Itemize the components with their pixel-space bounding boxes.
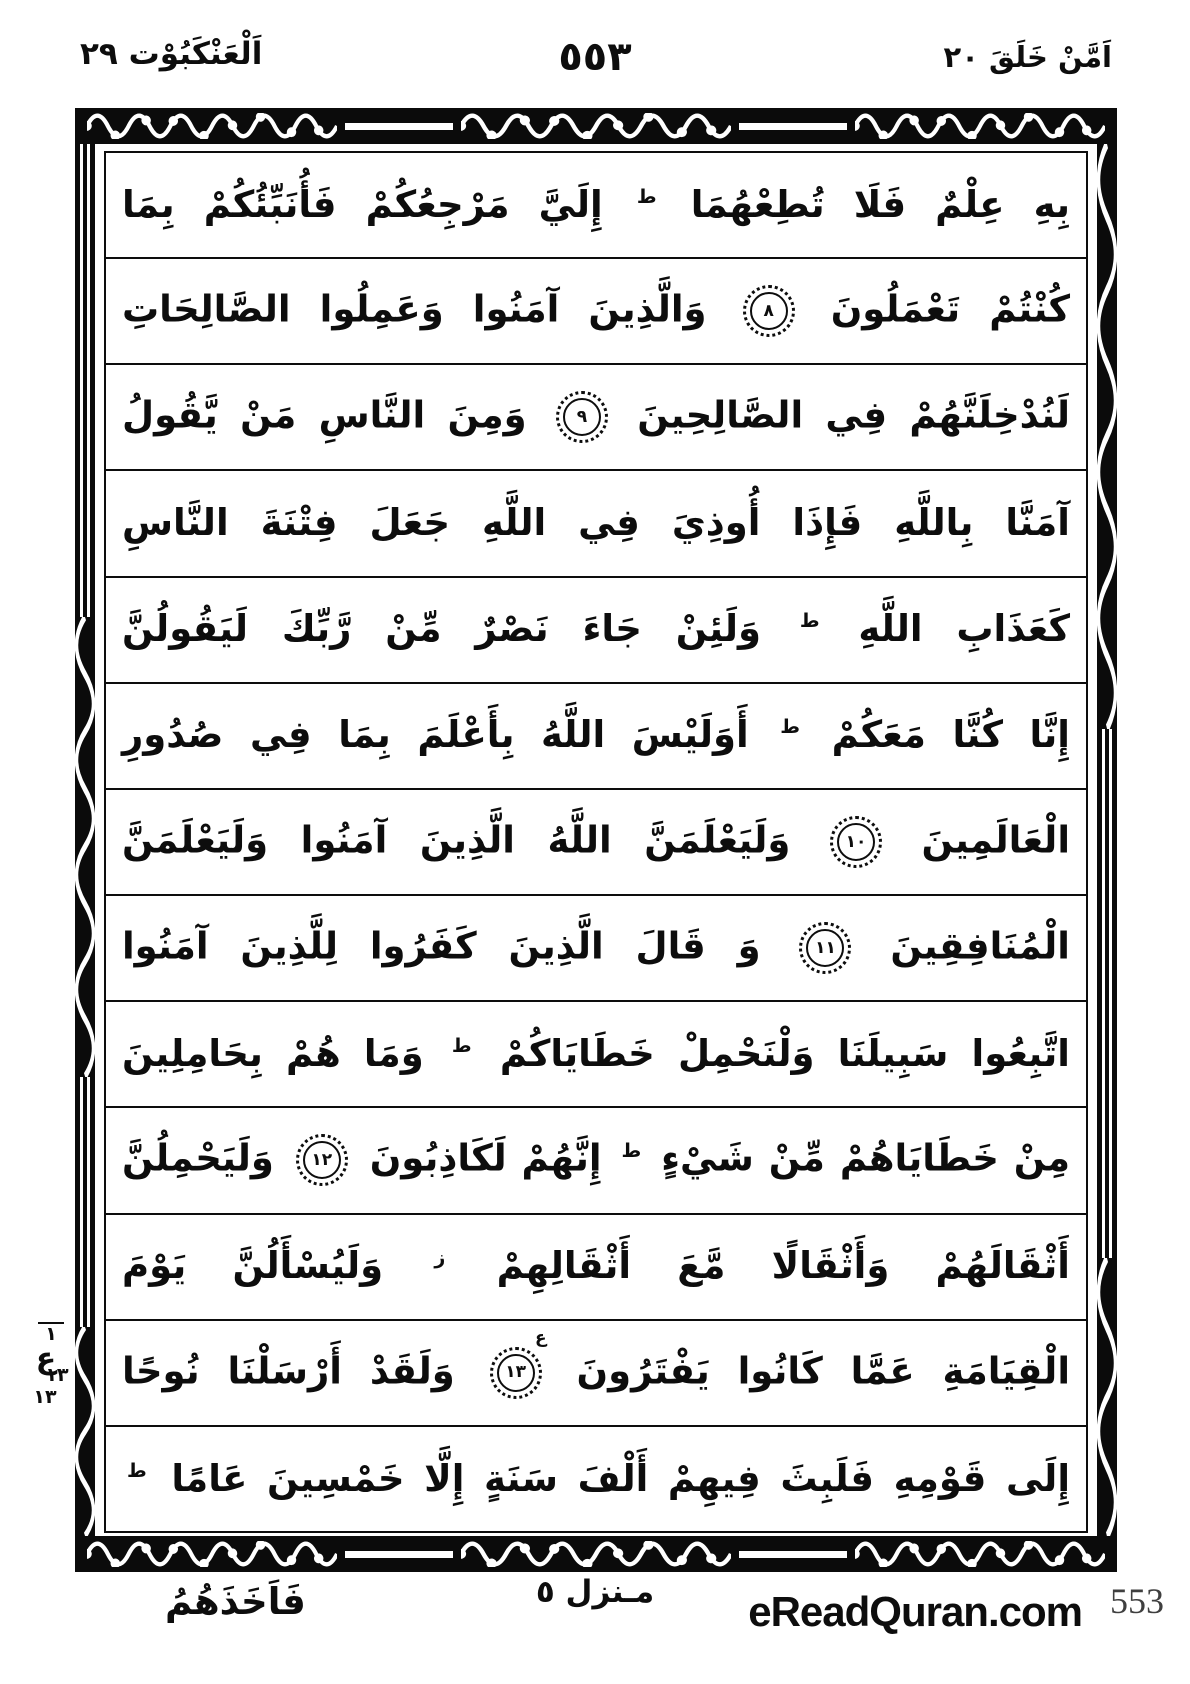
band-divider-line (739, 1551, 847, 1558)
band-divider-line (345, 1551, 453, 1558)
surah-name-header: اَلْعَنْكَبُوْت ٢٩ (80, 36, 263, 72)
quran-line-text (122, 1031, 1070, 1075)
quran-text-segment: وَمَا هُمْ بِحَامِلِينَ (122, 1031, 424, 1075)
quran-line (106, 1002, 1086, 1108)
quran-line-text (122, 1134, 1070, 1186)
quran-line-text (122, 285, 1070, 337)
ornamental-frame (75, 108, 1117, 1572)
ayah-number: ١٣ (497, 1354, 535, 1392)
quran-line-text (122, 816, 1070, 868)
quran-line-text (122, 1244, 1070, 1288)
band-divider-line (345, 123, 453, 130)
watermark-site-name: eReadQuran.com (748, 1588, 1082, 1635)
vine-ornament-icon (75, 617, 95, 1076)
quran-text-segment: آمَنَّا بِاللَّهِ فَإِذَا أُوذِيَ فِي اللَّهِ جَعَلَ فِتْنَةَ النَّاسِ (122, 501, 1070, 545)
ayah-marker (490, 1327, 547, 1399)
ayah-marker (556, 391, 608, 443)
quran-line-text (122, 391, 1070, 443)
ayah-number: ١٢ (303, 1141, 341, 1179)
quran-text-segment: وَلَقَدْ أَرْسَلْنَا نُوحًا (122, 1349, 455, 1393)
vine-ornament-icon (87, 113, 337, 139)
quran-text-segment: اتَّبِعُوا سَبِيلَنَا وَلْنَحْمِلْ خَطَايَاكُمْ (499, 1031, 1070, 1075)
ayah-number: ١١ (806, 929, 844, 967)
quran-text-segment: وَلَئِنْ جَاءَ نَصْرٌ مِّنْ رَّبِّكَ لَيَقُولُنَّ (122, 607, 762, 651)
ayah-number: ١٠ (837, 823, 875, 861)
quran-line (106, 1321, 1086, 1427)
waqf-mark: ط (780, 716, 801, 739)
quran-text-segment: إِلَى قَوْمِهِ فَلَبِثَ فِيهِمْ أَلْفَ سَنَةٍ إِلَّا خَمْسِينَ عَامًا (171, 1456, 1070, 1500)
ayah-marker (296, 1134, 348, 1186)
band-plain-segment (1097, 729, 1117, 1258)
vine-ornament-icon (87, 1541, 337, 1567)
ain-mark: ع (35, 1340, 57, 1376)
quran-line-text (122, 501, 1070, 545)
ayah-number: ٨ (750, 292, 788, 330)
ayah-marker (799, 922, 851, 974)
vine-ornament-icon (75, 1327, 95, 1536)
quran-text-segment: كَعَذَابِ اللَّهِ (858, 607, 1070, 651)
vine-ornament-icon (1097, 144, 1117, 729)
vine-ornament-icon (461, 113, 731, 139)
ruku-end-ain-mark: ع (535, 1327, 547, 1348)
catchword: فَاَخَذَهُمُ (165, 1580, 306, 1623)
quran-line (106, 365, 1086, 471)
quran-text-segment: الْقِيَامَةِ عَمَّا كَانُوا يَفْتَرُونَ (576, 1349, 1071, 1393)
ayah-marker (743, 285, 795, 337)
quran-text-segment: إِنَّا كُنَّا مَعَكُمْ (831, 713, 1070, 757)
vine-ornament-icon (855, 113, 1105, 139)
quran-textbox (104, 151, 1088, 1533)
page-number-arabic: ٥٥٣ (558, 34, 632, 80)
quran-text-segment: إِلَيَّ مَرْجِعُكُمْ فَأُنَبِّئُكُمْ بِمَا (122, 182, 603, 226)
quran-text-segment: وَلَيَعْلَمَنَّ اللَّهُ الَّذِينَ آمَنُوا وَلَيَعْلَمَنَّ (122, 818, 791, 862)
text-area (95, 144, 1097, 1536)
quran-text-segment: وَلَيَحْمِلُنَّ (122, 1136, 274, 1180)
band-plain-segment (75, 1077, 95, 1328)
quran-line (106, 896, 1086, 1002)
quran-line (106, 153, 1086, 259)
quran-line (106, 471, 1086, 577)
frame-right-band (1097, 144, 1117, 1536)
quran-text-segment: كُنْتُمْ تَعْمَلُونَ (830, 287, 1070, 331)
quran-text-segment: إِنَّهُمْ لَكَاذِبُونَ (369, 1136, 602, 1180)
waqf-mark: ط (636, 185, 657, 208)
quran-text-segment: بِهِ عِلْمٌ فَلَا تُطِعْهُمَا (690, 182, 1071, 226)
frame-left-band (75, 144, 95, 1536)
vine-ornament-icon (461, 1541, 731, 1567)
band-plain-segment (75, 144, 95, 617)
quran-text-segment: أَثْقَالَهُمْ وَأَثْقَالًا مَّعَ أَثْقَالِهِمْ (496, 1244, 1070, 1288)
quran-text-segment: وَ قَالَ الَّذِينَ كَفَرُوا لِلَّذِينَ آمَنُوا (122, 924, 761, 968)
waqf-mark: ط (127, 1459, 147, 1482)
quran-line-text (122, 1456, 1070, 1500)
quran-line (106, 1427, 1086, 1531)
quran-line-text (122, 182, 1071, 226)
vine-ornament-icon (1097, 1258, 1117, 1536)
waqf-mark: ط (621, 1139, 642, 1162)
vine-ornament-icon (855, 1541, 1105, 1567)
ayah-marker (830, 816, 882, 868)
quran-line (106, 790, 1086, 896)
quran-text-segment: أَوَلَيْسَ اللَّهُ بِأَعْلَمَ بِمَا فِي صُدُورِ (122, 713, 749, 757)
quran-line-text (122, 607, 1070, 651)
quran-text-segment: وَلَيُسْأَلُنَّ يَوْمَ (122, 1244, 384, 1288)
page-number: 553 (1110, 1581, 1164, 1621)
band-divider-line (739, 123, 847, 130)
quran-text-segment: الْعَالَمِينَ (921, 818, 1070, 862)
ruku-number: ١ (38, 1322, 64, 1345)
juz-name-header: اَمَّنْ خَلَقَ ٢٠ (943, 40, 1112, 74)
quran-line-text (122, 713, 1070, 757)
ruku-count: ١٣ (45, 1364, 69, 1387)
quran-line (106, 684, 1086, 790)
frame-top-band (75, 108, 1117, 144)
ruku-margin-marker (24, 1322, 78, 1408)
quran-line (106, 1215, 1086, 1321)
ayah-number: ٩ (563, 398, 601, 436)
ruku-count: ١٣ (33, 1386, 57, 1409)
quran-line (106, 1108, 1086, 1214)
waqf-mark: ط (799, 610, 820, 633)
quran-text-segment: لَنُدْخِلَنَّهُمْ فِي الصَّالِحِينَ (637, 393, 1070, 437)
waqf-mark: ط (451, 1034, 472, 1057)
waqf-mark: ز (434, 1247, 446, 1270)
quran-line-text (122, 922, 1070, 974)
quran-text-segment: مِنْ خَطَايَاهُمْ مِّنْ شَيْءٍ (661, 1136, 1070, 1180)
quran-line-text (122, 1327, 1071, 1399)
quran-line (106, 578, 1086, 684)
manzil-label: مـنزل ٥ (535, 1574, 655, 1610)
quran-text-segment: وَالَّذِينَ آمَنُوا وَعَمِلُوا الصَّالِحَاتِ (122, 287, 707, 331)
quran-text-segment: الْمُنَافِقِينَ (890, 924, 1070, 968)
quran-line (106, 259, 1086, 365)
quran-text-segment: وَمِنَ النَّاسِ مَنْ يَّقُولُ (122, 393, 527, 437)
frame-bottom-band (75, 1536, 1117, 1572)
